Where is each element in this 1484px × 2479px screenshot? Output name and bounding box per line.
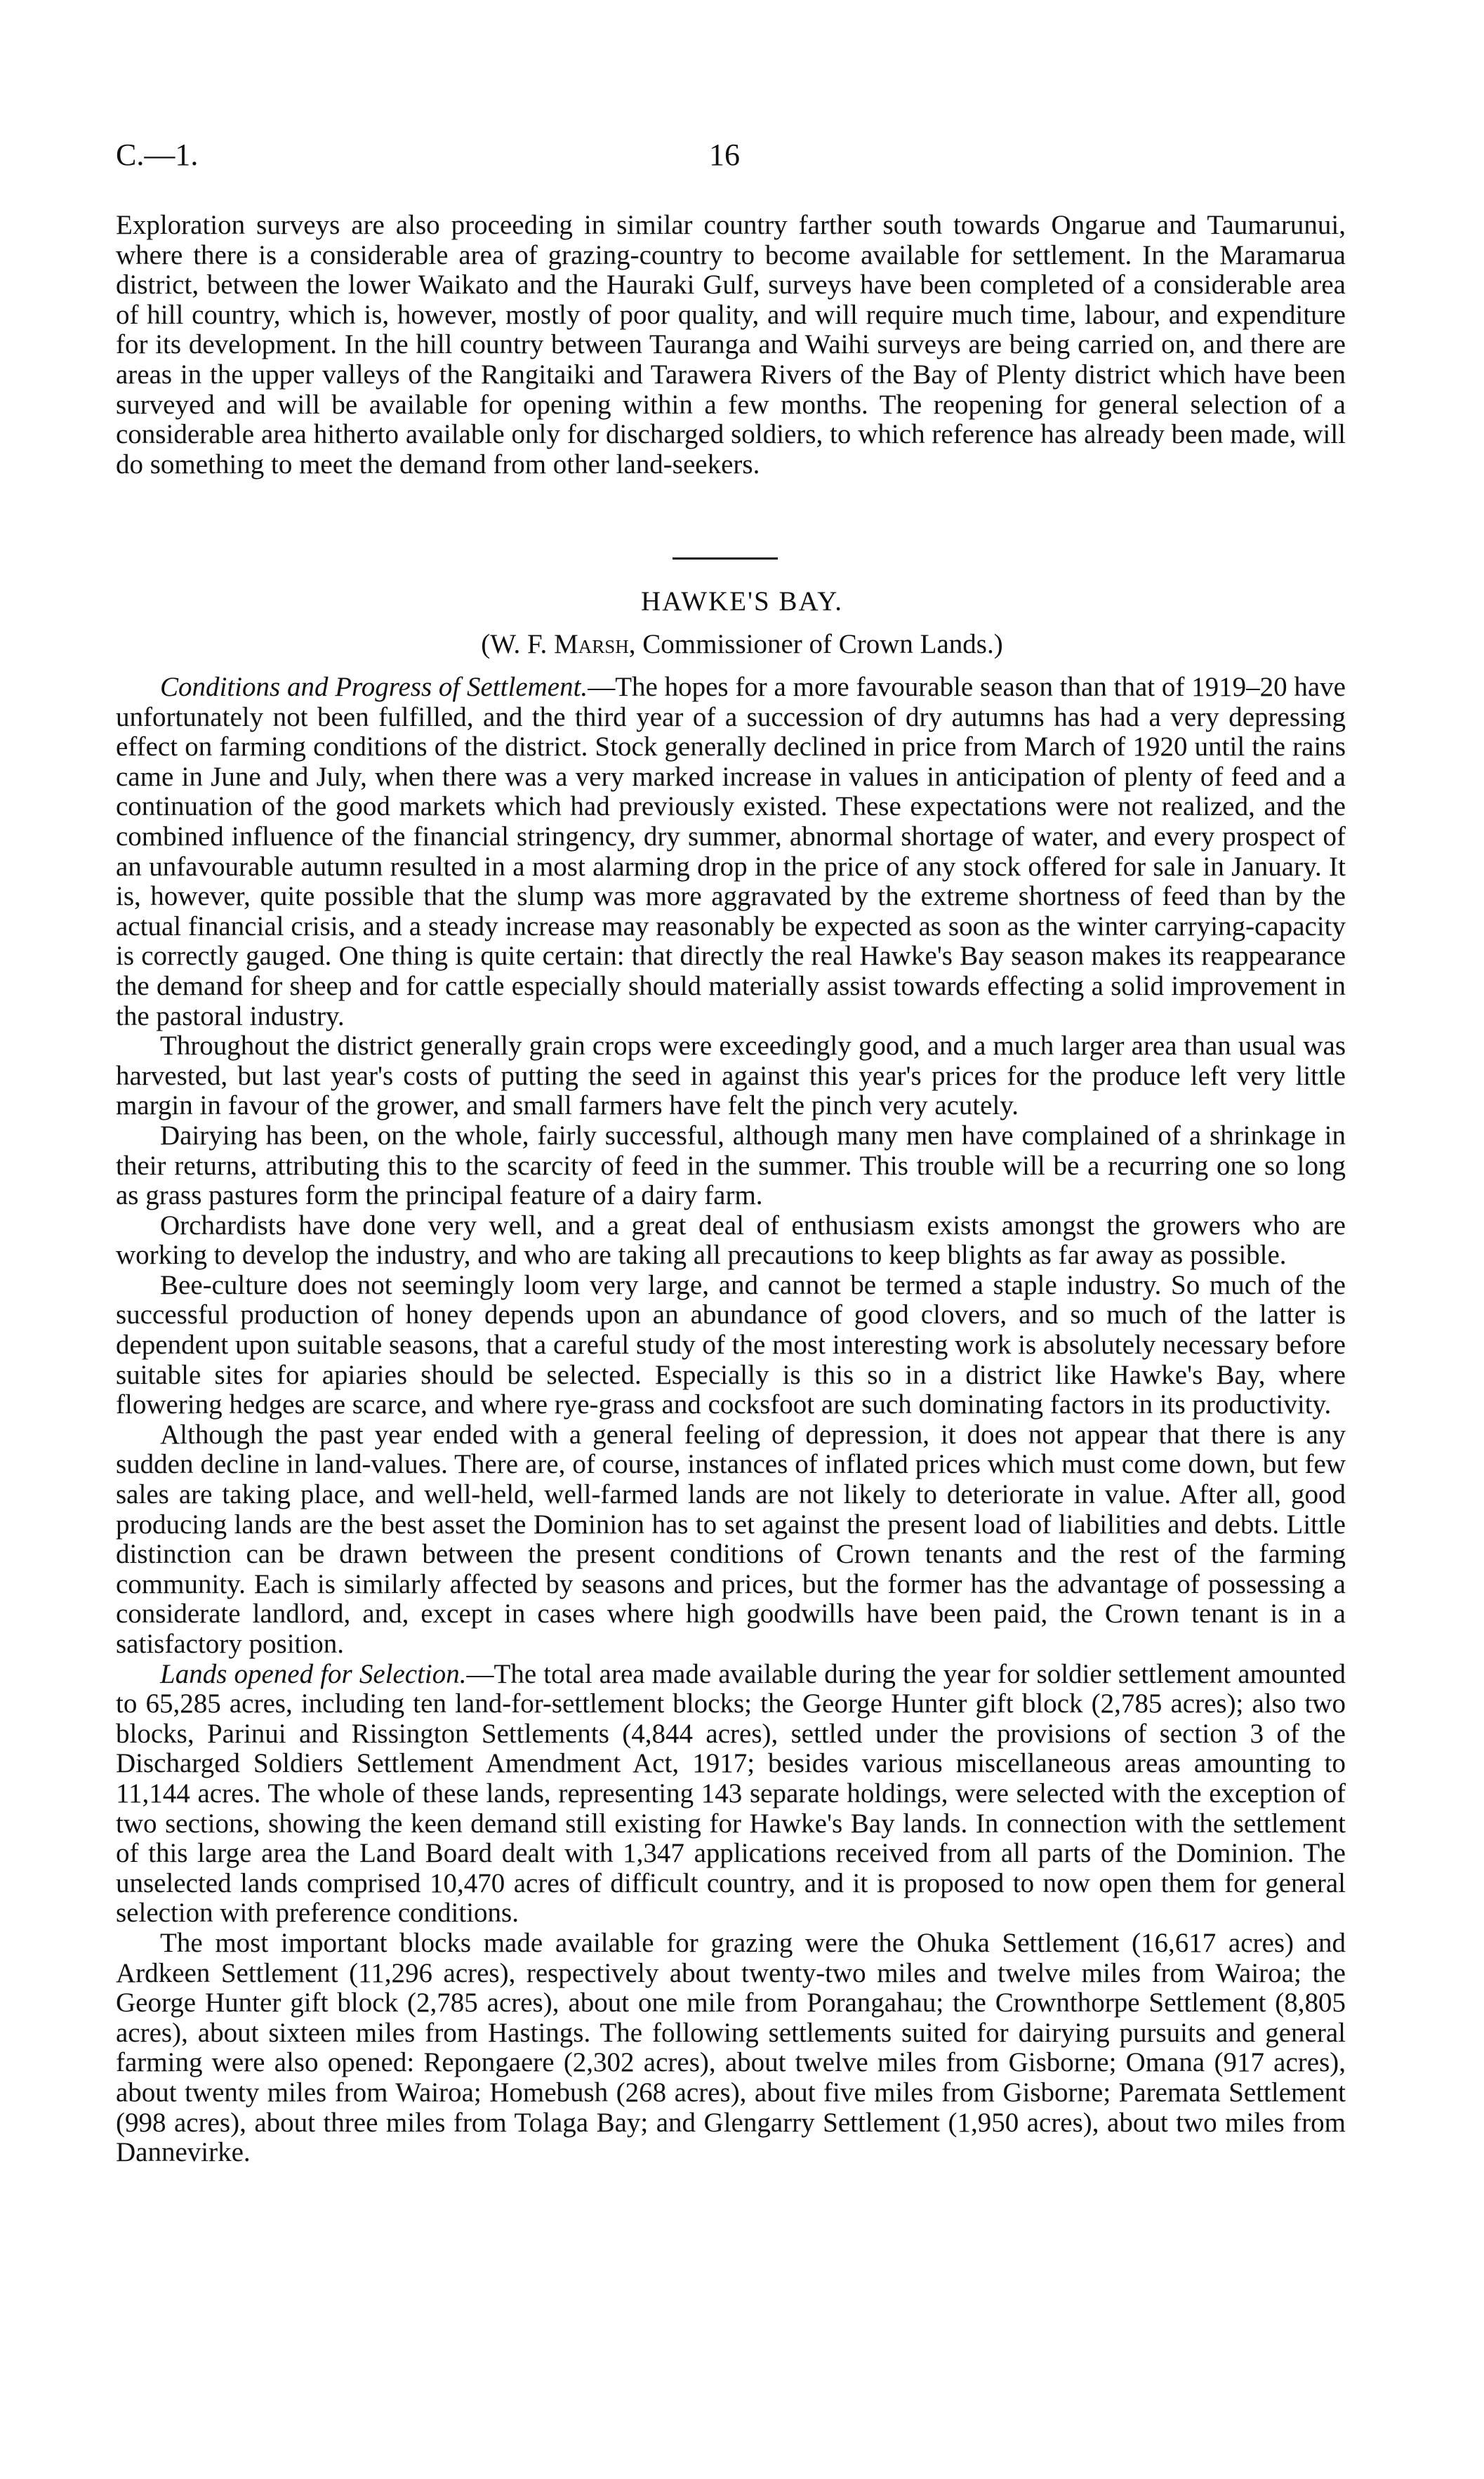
section-title: HAWKE'S BAY. bbox=[641, 586, 843, 616]
paragraph-text: Bee-culture does not seemingly loom very large, and cannot be termed a staple industry. So much of the successful production of honey depends upon an abundance of good clovers, and so much of the latter is dependent upon suitable seasons, that a careful study of the most interesting work is absolutely necessary before suitable sites for apiaries should be selected. Especially is this so in a district like Hawke's Bay, where flowering hedges are scarce, and where rye-grass and cocksfoot are such dominating factors in its productivity. bbox=[116, 1269, 1346, 1420]
paragraph-blocks bbox=[116, 1929, 1346, 2168]
subtitle-rest: , Commissioner of Crown Lands.) bbox=[628, 629, 1003, 659]
paragraph-lands-opened bbox=[116, 1660, 1346, 1929]
commissioner-name: Marsh bbox=[554, 629, 629, 659]
paragraph-text: —The total area made available during the year for soldier settlement amounted to 65,285 acres, including ten land-for-settlement blocks; the George Hunter gift block (2,785 acres); also two blocks, Parinui and Rissington Settlements (4,844 acres), settled under the provisions of section 3 of the Discharged Soldiers Settlement Amendment Act, 1917; besides various miscellaneous areas amounting to 11,144 acres. The whole of these lands, representing 143 separate holdings, were selected with the exception of two sections, showing the keen demand still existing for Hawke's Bay lands. In connection with the settlement of this large area the Land Board dealt with 1,347 applications received from all parts of the Dominion. The unselected lands comprised 10,470 acres of difficult country, and it is proposed to now open them for general selection with preference conditions. bbox=[116, 1658, 1346, 1929]
paragraph-dairying bbox=[116, 1121, 1346, 1211]
paragraph-text: Dairying has been, on the whole, fairly successful, although many men have complained of a shrinkage in their returns, attributing this to the scarcity of feed in the summer. This trouble will be a recurring one so long as grass pastures form the principal feature of a dairy farm. bbox=[116, 1120, 1346, 1211]
paragraph-text: —The hopes for a more favourable season than that of 1919–20 have unfortunately not been fulfilled, and the third year of a succession of dry autumns has had a very depressing effect on farming conditions of the district. Stock generally declined in price from March of 1920 until the rains came in June and July, when there was a very marked increase in values in anticipation of plenty of feed and a continuation of the good markets which had previously existed. These expectations were not realized, and the combined influence of the financial stringency, dry summer, abnormal shortage of water, and every prospect of an unfavourable autumn resulted in a most alarming drop in the price of any stock offered for sale in January. It is, however, quite possible that the slump was more aggravated by the extreme shortness of feed than by the actual financial crisis, and a steady increase may reasonably be expected as soon as the winter carrying-capacity is correctly gauged. One thing is quite certain: that directly the real Hawke's Bay season makes its reappearance the demand for sheep and for cattle especially should materially assist towards effecting a solid improvement in the pastoral industry. bbox=[116, 672, 1346, 1031]
intro-paragraph: Exploration surveys are also proceeding in similar country farther south towards Ongarue and Taumarunui, where there is a considerable area of grazing-country to become available for settlement. In the Maramarua district, between the lower Waikato and the Hauraki Gulf, surveys have been completed of a considerable area of hill country, which is, however, mostly of poor quality, and will require much time, labour, and expenditure for its development. In the hill country between Tauranga and Waihi surveys are being carried on, and there are areas in the upper valleys of the Rangitaiki and Tarawera Rivers of the Bay of Plenty district which have been surveyed and will be available for opening within a few months. The reopening for general selection of a considerable area hitherto available only for discharged soldiers, to which reference has already been made, will do something to meet the demand from other land-seekers. bbox=[116, 210, 1346, 480]
paragraph-lead: Conditions and Progress of Settlement. bbox=[160, 672, 588, 702]
section-subtitle bbox=[0, 628, 1484, 660]
intro-block bbox=[116, 211, 1346, 480]
paragraph-text: Orchardists have done very well, and a great deal of enthusiasm exists amongst the growers who are working to develop the industry, and who are taking all precautions to keep blights as far away as possible. bbox=[116, 1210, 1346, 1271]
paragraph-conditions bbox=[116, 673, 1346, 1031]
document-reference: C.—1. bbox=[116, 138, 199, 172]
page-number: 16 bbox=[709, 138, 740, 172]
paragraph-lead: Lands opened for Selection. bbox=[160, 1658, 467, 1689]
paragraph-text: The most important blocks made available for grazing were the Ohuka Settlement (16,617 acres) and Ardkeen Settlement (11,296 acres), respectively about twenty-two miles and twelve miles from Wairoa; the George Hunter gift block (2,785 acres), about one mile from Porangahau; the Crownthorpe Settlement (8,805 acres), about sixteen miles from Hastings. The following settlements suited for dairying pursuits and general farming were also opened: Repongaere (2,302 acres), about twelve miles from Gisborne; Omana (917 acres), about twenty miles from Wairoa; Homebush (268 acres), about five miles from Gisborne; Paremata Settlement (998 acres), about three miles from Tolaga Bay; and Glengarry Settlement (1,950 acres), about two miles from Dannevirke. bbox=[116, 1927, 1346, 2168]
paragraph-land-values bbox=[116, 1420, 1346, 1660]
subtitle-open: (W. F. bbox=[481, 629, 555, 659]
paragraph-orchards bbox=[116, 1211, 1346, 1271]
paragraph-grain bbox=[116, 1031, 1346, 1121]
paragraph-bee-culture bbox=[116, 1271, 1346, 1420]
section-body bbox=[116, 673, 1346, 2168]
paragraph-text: Although the past year ended with a general feeling of depression, it does not appear that there is any sudden decline in land-values. There are, of course, instances of inflated prices which must come down, but few sales are taking place, and well-held, well-farmed lands are not likely to deteriorate in value. After all, good producing lands are the best asset the Dominion has to set against the present load of liabilities and debts. Little distinction can be drawn between the present conditions of Crown tenants and the rest of the farming community. Each is similarly affected by seasons and prices, but the former has the advantage of possessing a considerate landlord, and, except in cases where high goodwills have been paid, the Crown tenant is in a satisfactory position. bbox=[116, 1419, 1346, 1659]
section-divider bbox=[673, 557, 778, 560]
paragraph-text: Throughout the district generally grain crops were exceedingly good, and a much larger area than usual was harvested, but last year's costs of putting the seed in against this year's prices for the produce left very little margin in favour of the grower, and small farmers have felt the pinch very acutely. bbox=[116, 1031, 1346, 1121]
